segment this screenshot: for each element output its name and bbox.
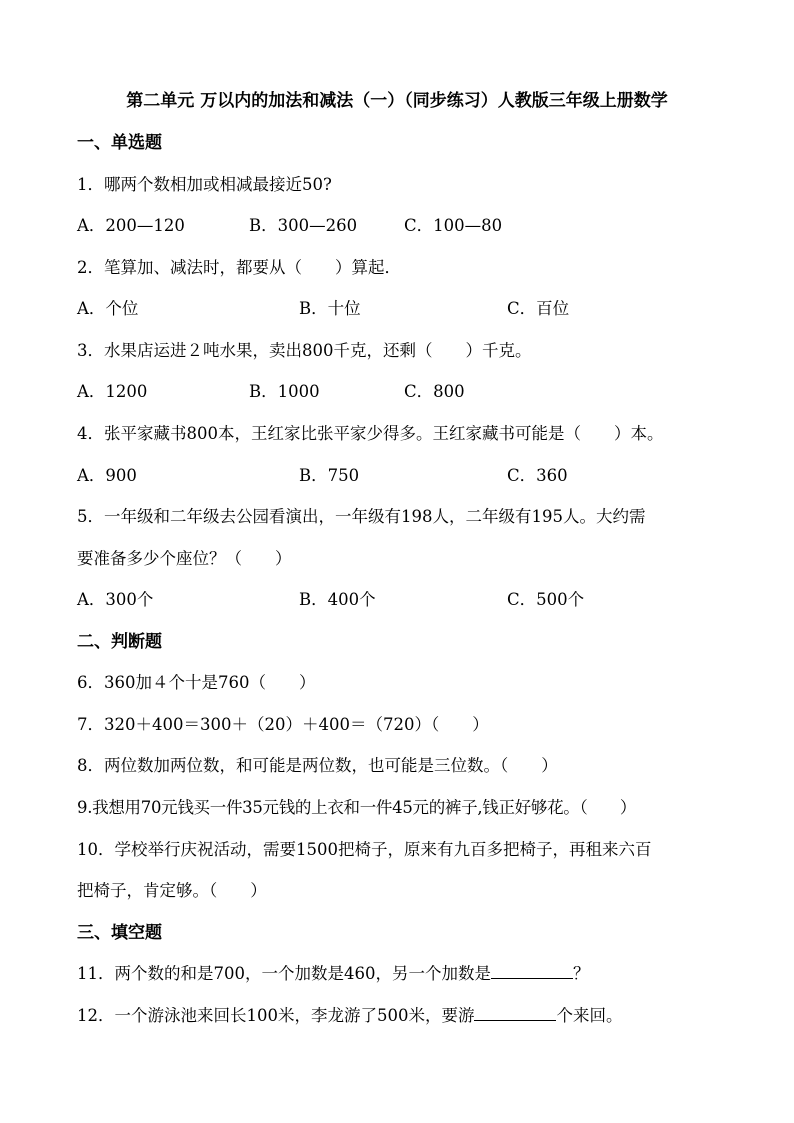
question-11-answer-blank[interactable]: [491, 962, 573, 979]
question-11: [77, 960, 589, 984]
section-heading-single-choice: 一、单选题: [77, 133, 162, 153]
question-4-option-c: C．360: [507, 466, 568, 485]
question-10-line-2: 把椅子，肯定够。（ ）: [77, 881, 267, 900]
question-12-answer-blank[interactable]: [474, 1004, 556, 1021]
question-4-stem: 4．张平家藏书800本，王红家比张平家少得多。王红家藏书可能是（ ）本。: [77, 424, 664, 443]
question-11-text: 11．两个数的和是700，一个加数是460，另一个加数是: [77, 964, 491, 983]
section-heading-true-false: 二、判断题: [77, 632, 162, 652]
question-1-option-c: C．100—80: [404, 216, 503, 235]
question-5-option-a: A．300个: [77, 590, 154, 609]
question-3-option-a: A．1200: [77, 382, 148, 401]
question-4-option-a: A．900: [77, 466, 137, 485]
question-3-option-c: C．800: [404, 382, 465, 401]
question-1-option-a: A．200—120: [77, 216, 185, 235]
question-11-suffix: ？: [572, 964, 590, 983]
question-2-option-c: C．百位: [507, 299, 570, 318]
question-2-stem: 2．笔算加、减法时，都要从（ ）算起．: [77, 258, 401, 277]
question-5-option-b: B．400个: [299, 590, 376, 609]
question-7: 7．320＋400＝300＋（20）＋400＝（720）（ ）: [77, 715, 489, 734]
question-5-option-c: C．500个: [507, 590, 585, 609]
question-3-stem: 3．水果店运进２吨水果，卖出800千克，还剩（ ）千克。: [77, 341, 532, 360]
section-heading-fill-blank: 三、填空题: [77, 923, 162, 943]
question-12-text: 12．一个游泳池来回长100米，李龙游了500米，要游: [77, 1006, 475, 1025]
question-12-suffix: 个来回。: [556, 1006, 623, 1025]
page-title: 第二单元 万以内的加法和减法（一）（同步练习）人教版三年级上册数学: [126, 91, 668, 111]
question-3-option-b: B．1000: [249, 382, 320, 401]
question-8: 8．两位数加两位数，和可能是两位数，也可能是三位数。（ ）: [77, 756, 558, 775]
question-1-option-b: B．300—260: [249, 216, 358, 235]
question-9: 9.我想用70元钱买一件35元钱的上衣和一件45元的裤子,钱正好够花。（ ）: [77, 798, 637, 817]
question-5-stem-line-2: 要准备多少个座位？（ ）: [77, 549, 292, 568]
question-10-line-1: 10．学校举行庆祝活动，需要1500把椅子，原来有九百多把椅子，再租来六百: [77, 840, 652, 859]
question-2-option-b: B．十位: [299, 299, 361, 318]
question-5-stem-line-1: 5．一年级和二年级去公园看演出，一年级有198人，二年级有195人。大约需: [77, 507, 646, 526]
question-1-stem: 1．哪两个数相加或相减最接近50?: [77, 175, 332, 194]
question-2-option-a: A．个位: [77, 299, 139, 318]
question-12: [77, 1002, 622, 1026]
question-6: 6．360加４个十是760（ ）: [77, 673, 316, 692]
question-4-option-b: B．750: [299, 466, 360, 485]
